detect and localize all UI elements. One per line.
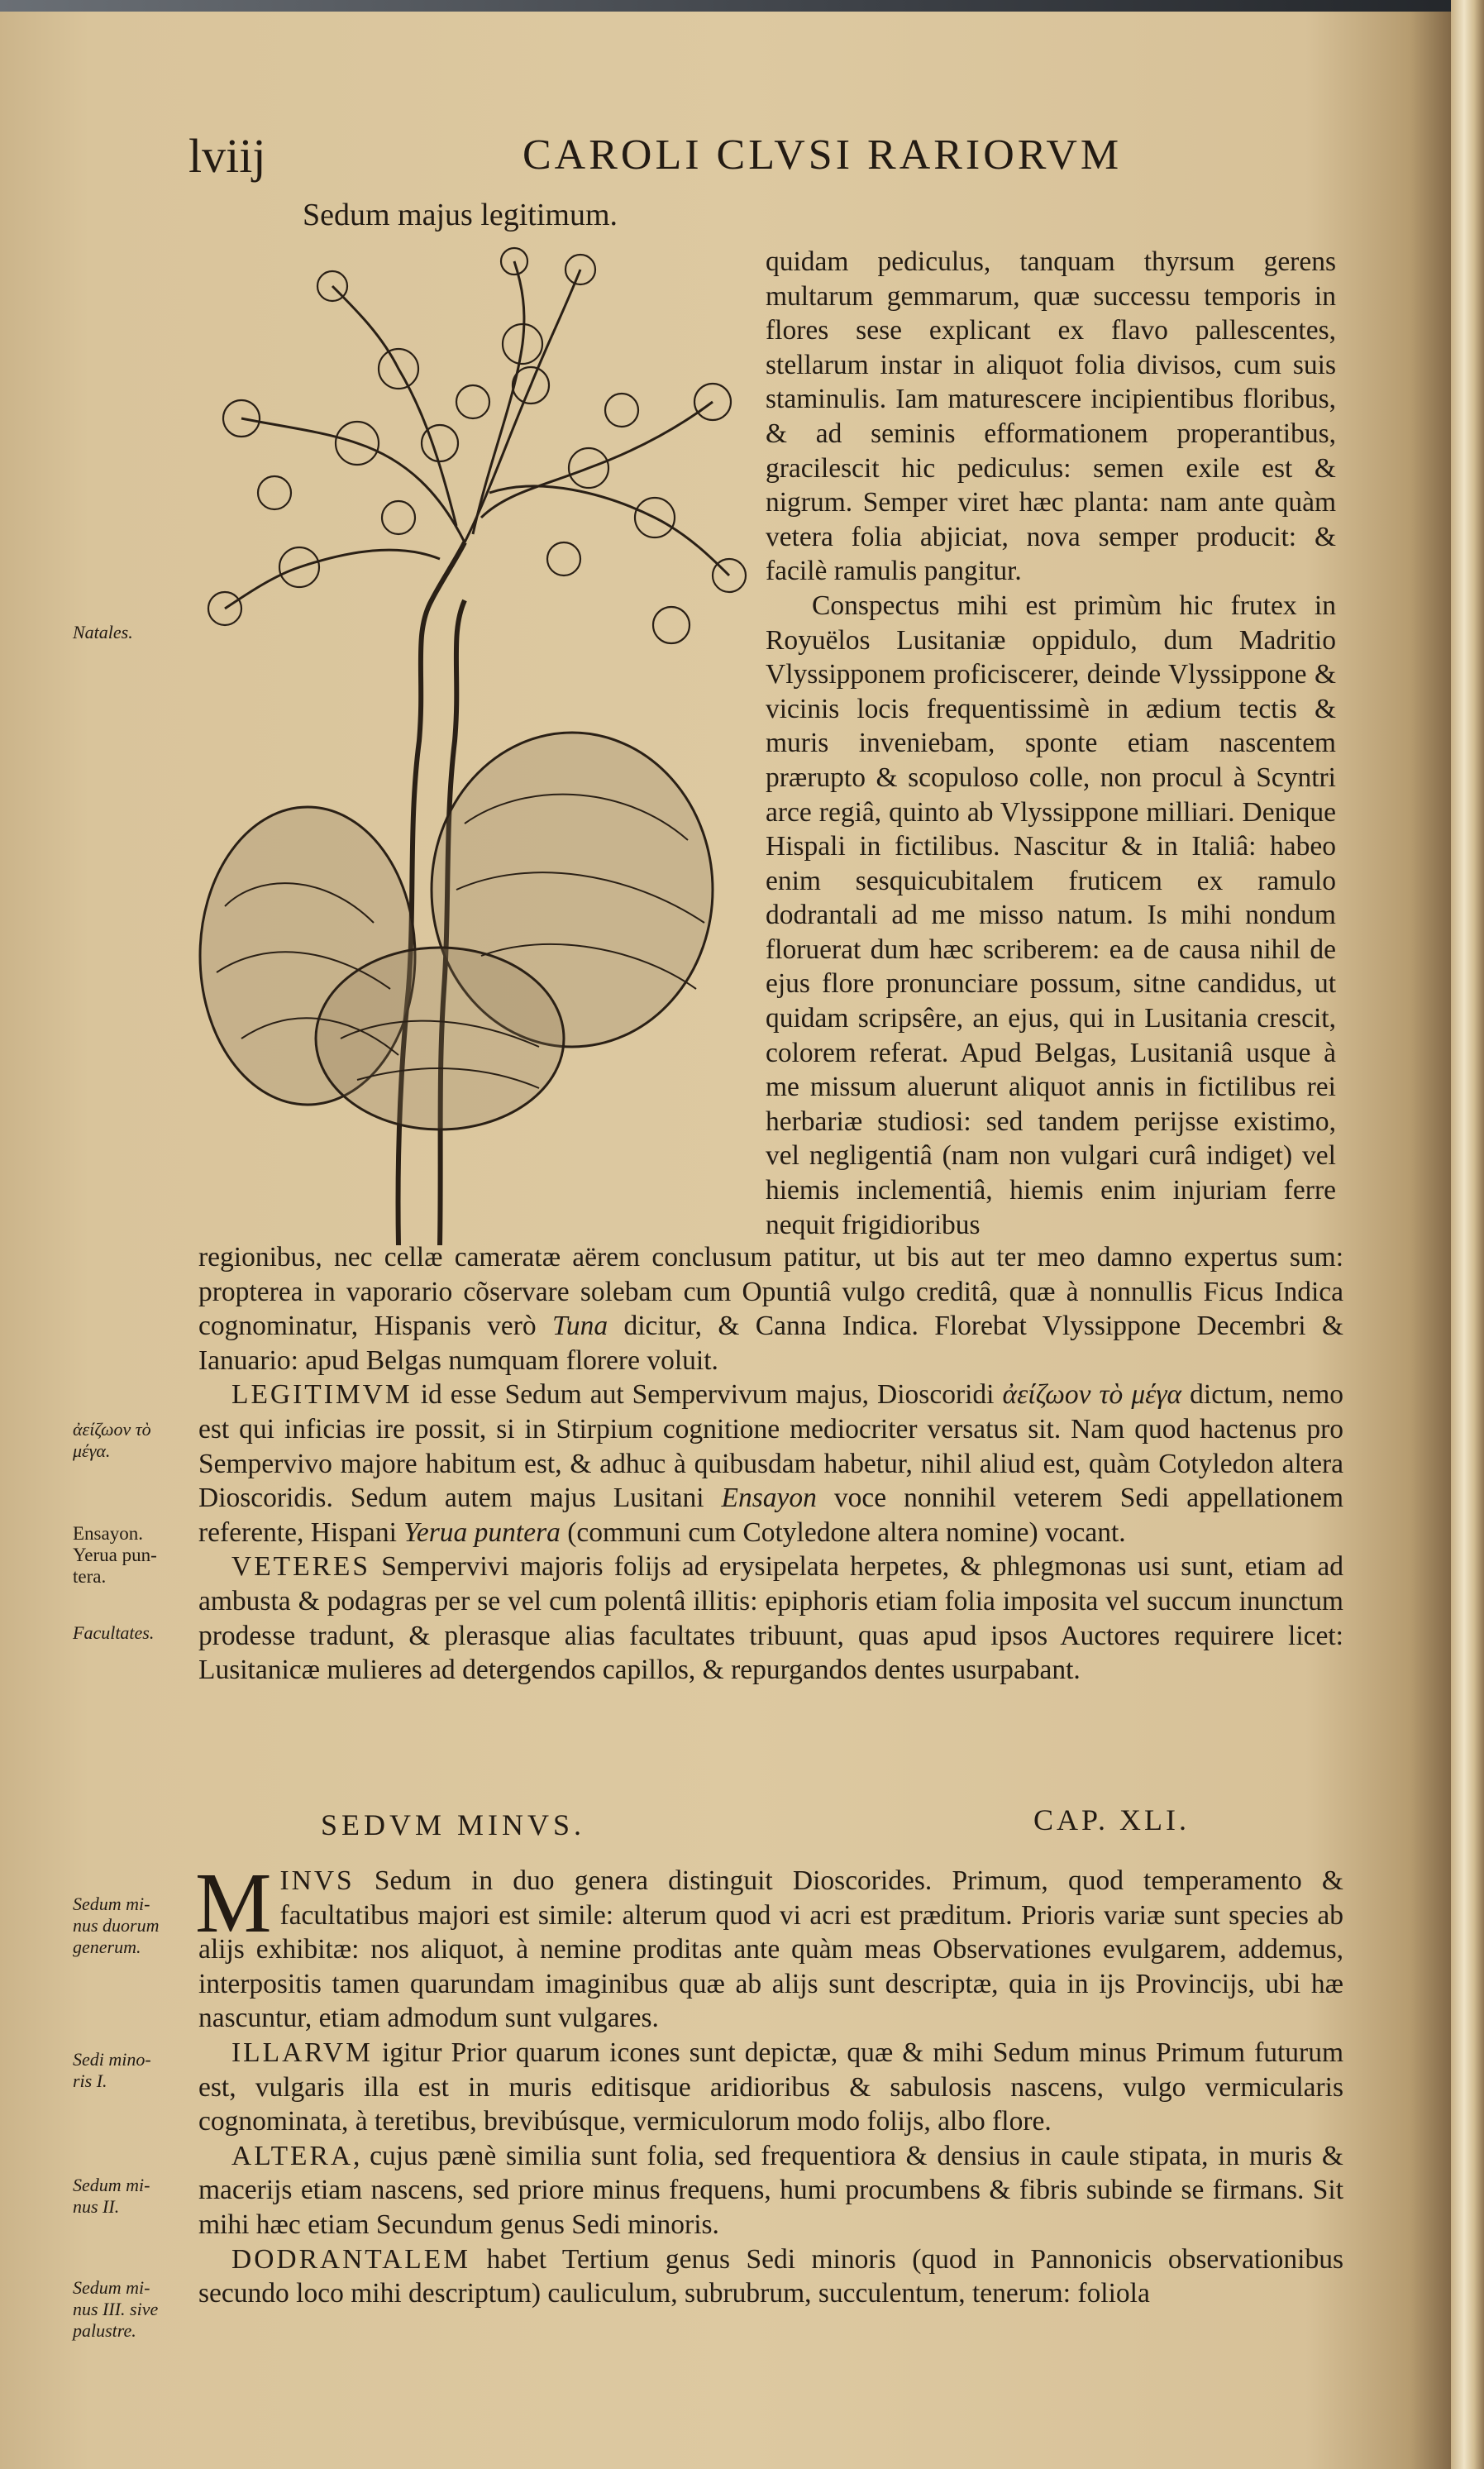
margin-ensayon-3: tera. — [73, 1566, 107, 1587]
paragraph-minus — [195, 1855, 1343, 2036]
section-title: SEDVM MINVS. — [321, 1808, 586, 1841]
text-legitimum-d: (communi cum Cotyledone altera nomine) vocant. — [567, 1516, 1126, 1548]
lead-dodrantalem: DODRANTALEM — [231, 2243, 470, 2275]
margin-s2-2: nus II. — [73, 2196, 120, 2217]
paragraph-dodrantalem — [198, 2242, 1343, 2311]
text-tuna: Tuna — [552, 1311, 608, 1342]
lead-altera: ALTERA — [231, 2140, 354, 2171]
term-ensayon: Ensayon — [721, 1483, 817, 1514]
margin-s3-2: nus III. sive — [73, 2299, 159, 2319]
margin-note-sedi-minoris — [73, 2049, 188, 2092]
margin-greek-1: ἀείζωον τὸ — [73, 1419, 151, 1440]
margin-greek-2: μέγα. — [73, 1440, 111, 1461]
lead-illarum: ILLARVM — [231, 2037, 373, 2068]
margin-s2-1: Sedum mi- — [73, 2175, 150, 2195]
margin-ensayon-1: Ensayon. — [73, 1523, 143, 1544]
margin-sm-2: nus duorum — [73, 1915, 160, 1936]
text-dodrantalem: habet Tertium genus Sedi minoris (quod in Pannonicis observationibus secundo loco mihi descriptum) cauliculum, subrubrum, succulentum, tenerum: foliola — [198, 2243, 1343, 2309]
figure-caption: Sedum majus legitimum. — [303, 198, 618, 232]
margin-note-greek — [73, 1419, 188, 1462]
top-edge — [0, 0, 1484, 12]
paragraph-altera — [198, 2139, 1343, 2242]
paragraph-natales: Conspectus mihi est primùm hic frutex in Royuëlos Lusitaniæ oppidulo, dum Madritio Vlyssipponem proficiscerer, deinde Vlyssippone & vicinis locis frequentissimè in ædium tectis & muris inveniebam, sponte etiam nascentem prærupto & scopuloso colle, non procul à Scyntri arce regiâ, quinto ab Vlyssippone milliari. Denique Hispali in fictilibus. Nascitur & in Italiâ: habeo enim sesquicubitalem fruticem ex ramulo dodrantali ad me misso natum. Is mihi nondum floruerat dum hæc scriberem: ea de causa nihil de ejus flore pronunciare possum, sitne candidus, ut quidam scripsêre, an ejus, qui in Lusitania crescit, colorem referat. Apud Belgas, Lusitaniâ usque à me missum aluerunt aliquot annis in fictilibus rei herbariæ studiosi: sed tandem perijsse existimo, vel negligentiâ (nam non vulgari curâ indiget) vel hiemis inclementiâ, hiemis enim injuriam ferre nequit frigidioribus — [766, 590, 1336, 1240]
lead-veteres: VETERES — [231, 1551, 371, 1583]
text-regionibus-end: dicitur, & Canna Indica. Florebat Vlyssippone Decembri & Ianuario: apud Belgas numquam florere voluit. — [198, 1311, 1344, 1376]
margin-note-natales: Natales. — [73, 622, 133, 642]
woodcut-plant-illustration — [192, 245, 756, 1254]
paragraph-legitimum — [198, 1378, 1343, 1550]
margin-note-sedum-iii — [73, 2277, 188, 2342]
page-number: lviij — [188, 129, 266, 183]
text-veteres: Sempervivi majoris folijs ad erysipelata herpetes, & phlegmonas usi sunt, etiam ad ambusta & podagras per se vel cum polentâ illitis: epiphoris etiam folia imposita vel succum inunctum prodesse tradunt, & plerasque alias facultates tribuunt, quas apud ipsos Auctores requirere licet: Lusitanicæ mulieres ad detergendos capillos, & repurgandos dentes usurpabant. — [198, 1551, 1343, 1686]
page-gutter-edge — [1451, 0, 1484, 2469]
text-legitimum-c: voce nonnihil veterem Sedi appellationem referente, Hispani — [198, 1483, 1344, 1548]
margin-note-sedum-ii — [73, 2175, 188, 2218]
chapter-number: CAP. XLI. — [1033, 1803, 1191, 1836]
greek-term: ἀείζωον τὸ μέγα — [1002, 1379, 1182, 1411]
margin-smr-1: Sedi mino- — [73, 2049, 151, 2070]
margin-sm-3: generum. — [73, 1937, 141, 1957]
text-legitimum-b: dictum, nemo est qui inficias ire possit, si in Stirpium cognitione mediocriter versatus sit. Nam quod hactenus pro Sempervivo majore habitum est, & adhuc à quibusdam habetur, nihil aliud est, quàm Cotyledon altera Dioscoridis. Sedum autem majus Lusitani — [198, 1379, 1344, 1514]
text-regionibus: regionibus, nec cellæ cameratæ aërem conclusum patitur, ut bis aut ter meo damno expertus sum: propterea in vaporario cõservare solebam cum Opuntiâ vulgo creditâ, quæ à nonnullis Ficus Indica cognominatur, Hispanis verò — [198, 1242, 1343, 1342]
margin-note-ensayon — [73, 1523, 188, 1588]
margin-s3-3: palustre. — [73, 2320, 136, 2341]
paragraph-veteres — [198, 1550, 1343, 1687]
margin-ensayon-2: Yerua pun- — [73, 1545, 157, 1565]
margin-sm-1: Sedum mi- — [73, 1894, 150, 1914]
margin-smr-2: ris I. — [73, 2070, 107, 2091]
lead-minus: INVS — [279, 1865, 355, 1896]
text-legitimum-a: id esse Sedum aut Sempervivum majus, Dioscoridi — [420, 1379, 995, 1411]
section-text-block — [195, 1855, 1343, 2311]
lead-legitimum: LEGITIMVM — [231, 1379, 413, 1411]
text-minus: Sedum in duo genera distinguit Dioscorides. Primum, quod temperamento & facultatibus majori est simile: alterum quod vi acri est præditum. Prioris variæ sunt species ab alijs exhibitæ: nos aliquot, à nemine proditas ante quàm meas Observationes evulgarem, addemus, interpositis tamen quarundam imaginibus quæ ab alijs sunt descriptæ, quia in ijs Provincijs, ubi hæ nascuntur, etiam admodum sunt vulgares. — [198, 1865, 1343, 2034]
text-illarum: igitur Prior quarum icones sunt depictæ, quæ & mihi Sedum minus Primum futurum est, vulgaris illa est in muris editisque aridioribus & sabulosis nascens, vulgo vermicularis cognominata, à teretibus, brevibúsque, vermiculorum modo folijs, albo flore. — [198, 2037, 1343, 2137]
margin-note-sedum-minus — [73, 1894, 188, 1958]
drop-capital: M — [195, 1855, 272, 1951]
paragraph-description: quidam pediculus, tanquam thyrsum gerens multarum gemmarum, quæ successu temporis in flores sese explicant ex flavo pallescentes, stellarum instar in aliquot folia divisos, cum suis staminulis. Iam maturescere incipientibus floribus, & ad seminis efformationem properantibus, gracilescit hic pediculus: semen exile est & nigrum. Semper viret hæc planta: nam ante quàm vetera folia abjiciat, nova semper producit: & facilè ramulis pangitur. — [766, 246, 1336, 587]
paragraph-regionibus — [198, 1240, 1343, 1378]
margin-note-facultates: Facultates. — [73, 1622, 155, 1643]
text-altera: , cujus pænè similia sunt folia, sed frequentiora & densius in caule stipata, in muris & macerijs etiam nascens, sed priore minus frequens, humi procumbens & fibris subinde se firmans. Sit mihi hæc etiam Secundum genus Sedi minoris. — [198, 2140, 1343, 2240]
paragraph-illarum — [198, 2036, 1343, 2139]
term-yerua: Yerua puntera — [403, 1516, 561, 1548]
right-text-column — [766, 245, 1336, 1242]
margin-s3-1: Sedum mi- — [73, 2277, 150, 2298]
main-text-block — [198, 1240, 1343, 1688]
running-title: CAROLI CLVSI RARIORVM — [523, 131, 1123, 179]
